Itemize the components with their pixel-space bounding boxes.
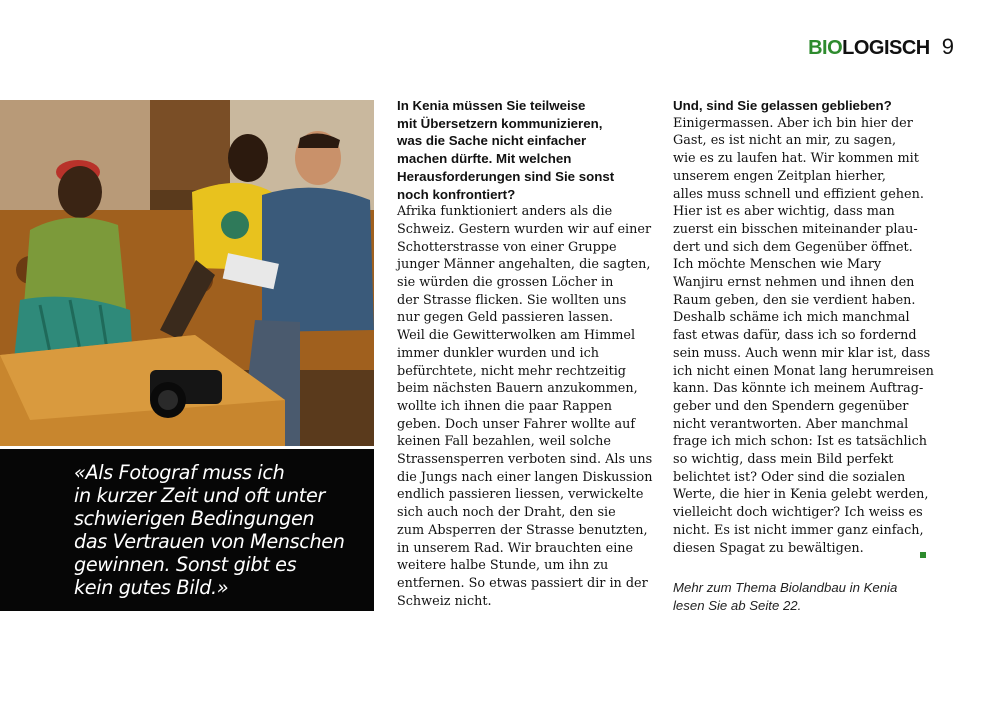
interview-question-2: Und, sind Sie gelassen geblieben? <box>673 98 892 113</box>
interview-photo-illustration <box>0 100 374 446</box>
pull-quote-box <box>0 449 374 611</box>
square-end-mark-icon <box>920 552 926 558</box>
interview-answer-2: Einigermassen. Aber ich bin hier der Gast, es ist nicht an mir, zu sagen, wie es zu laufen hat. Wir kommen mit unserem engen Zeitplan hierher, alles muss schnell und effizient gehen. Hier ist es aber wichtig, dass man zuerst ein bisschen miteinander plau- dert und sich dem Gegenüber öffnet. Ich möchte Menschen wie Mary Wanjiru ernst nehmen und ihnen den Raum geben, den sie verdient haben. Deshalb schäme ich mich manchmal fast etwas dafür, dass ich so fordernd sein muss. Auch wenn mir klar ist, dass ich nicht einen Monat lang herumreisen kann. Das könnte ich meinem Auftrag- geber und den Spendern gegenüber nicht verantworten. Aber manchmal frage ich mich schon: Ist es tatsächlich so wichtig, dass mein Bild perfekt belichtet ist? Oder sind die sozialen Werte, die hier in Kenia gelebt werden, vielleicht doch wichtiger? Ich weiss es nicht. Es ist nicht immer ganz einfach, diesen Spagat zu bewältigen. <box>673 115 934 556</box>
article-column-2 <box>673 97 935 557</box>
cross-reference-note: Mehr zum Thema Biolandbau in Kenia lesen Sie ab Seite 22. <box>673 580 898 613</box>
section-name-bio: BIO <box>808 37 843 59</box>
interview-question-1: In Kenia müssen Sie teilweise mit Übersetzern kommunizieren, was die Sache nicht einfacher machen dürfte. Mit welchen Herausforderungen sind Sie sonst noch konfrontiert? <box>397 98 615 202</box>
interview-answer-1: Afrika funktioniert anders als die Schweiz. Gestern wurden wir auf einer Schotterstrasse von einer Gruppe junger Männer angehalten, die sagten, sie würden die grossen Löcher in der Strasse flicken. Sie wollten uns nur gegen Geld passieren lassen. Weil die Gewitterwolken am Himmel immer dunkler wurden und ich befürchtete, nicht mehr rechtzeitig beim nächsten Bauern anzukommen, wollte ich ihnen die paar Rappen geben. Doch unser Fahrer wollte auf keinen Fall bezahlen, weil solche Strassensperren verboten sind. Als uns die Jungs nach einer langen Diskussion endlich passieren liessen, verwickelte sich auch noch der Draht, den sie zum Absperren der Strasse benutzten, in unserem Rad. Wir brauchten eine weitere halbe Stunde, um ihn zu entfernen. So etwas passiert dir in der Schweiz nicht. <box>397 204 653 609</box>
interview-photo <box>0 100 374 446</box>
section-name-logisch: LOGISCH <box>842 37 930 59</box>
article-column-1 <box>397 97 657 610</box>
pull-quote: «Als Fotograf muss ich in kurzer Zeit und oft unter schwierigen Bedingungen das Vertrauen von Menschen gewinnen. Sonst gibt es kein gutes Bild.» <box>74 461 345 600</box>
page-number: 9 <box>941 34 954 59</box>
section-header <box>808 34 954 60</box>
